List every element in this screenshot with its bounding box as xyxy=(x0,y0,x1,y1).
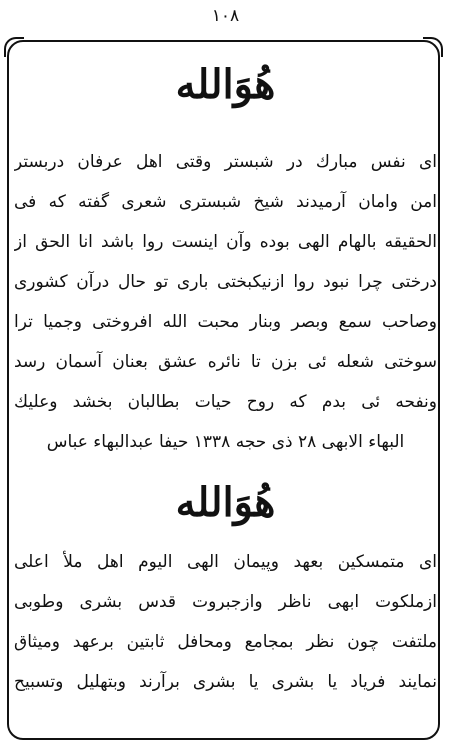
text-line: امن وامان آرمیدند شیخ شبستری شعری گفته که فی xyxy=(14,192,437,212)
text-line: ای متمسکین بعهد وپیمان الهی الیوم اهل ملأ اعلی xyxy=(14,552,437,572)
text-line: درختی چرا نبود روا ازنیکبختی باری تو حال درآن کشوری xyxy=(14,272,437,292)
text-line: ونفحه ئی بدم که روح حیات بطالبان بخشد وعلیك xyxy=(14,392,437,412)
text-line: سوختی شعله ئی بزن تا نائره عشق بعنان آسمان رسد xyxy=(14,352,437,372)
text-line: ای نفس مبارك در شبستر وقتی اهل عرفان دربستر xyxy=(14,152,437,172)
text-line: ملتفت چون نظر بمجامع ومحافل ثابتین برعهد ومیثاق xyxy=(14,632,437,652)
text-line: نمایند فریاد یا بشری یا بشری برآرند وبتهلیل وتسبیح xyxy=(14,672,437,692)
section-heading: هُوَالله xyxy=(175,61,276,108)
section-body xyxy=(14,142,437,462)
page-number: ١٠٨ xyxy=(211,6,240,26)
text-line: وصاحب سمع وبصر وبنار محبت الله افروختی وجمیا ترا xyxy=(14,312,437,332)
text-line: الحقیقه بالهام الهی بوده وآن اینست روا باشد انا الحق از xyxy=(14,232,437,252)
text-line: ازملکوت ابهی ناظر وازجبروت قدس بشری وطوبی xyxy=(14,592,437,612)
text-line-signature: البهاء الابهی ۲۸ ذی حجه ۱۳۳۸ حیفا عبدالبهاء عباس xyxy=(46,432,405,452)
section-heading: هُوَالله xyxy=(175,479,276,526)
section-body xyxy=(14,542,437,702)
